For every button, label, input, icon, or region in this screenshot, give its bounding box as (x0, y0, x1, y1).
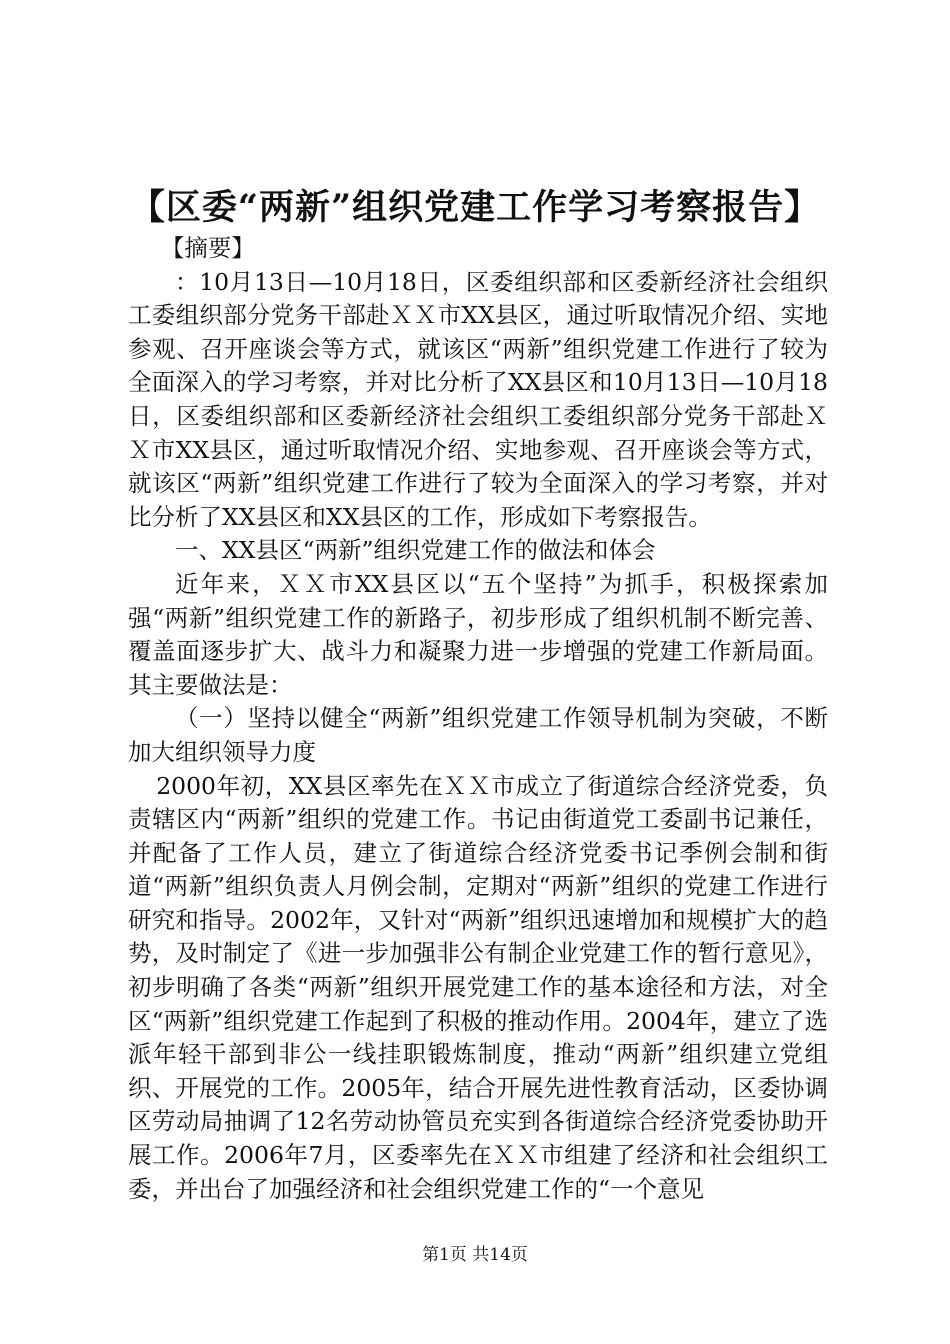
document-title: 【区委“两新”组织党建工作学习考察报告】 (129, 187, 821, 228)
abstract-heading: 【摘要】 (160, 234, 255, 262)
document-body (128, 232, 828, 1206)
section-heading: 一、XX县区“两新”组织党建工作的做法和体会 (175, 536, 656, 565)
subsection-heading: （一）坚持以健全“两新”组织党建工作领导机制为突破，不断加大组织领导力度 (128, 704, 828, 766)
body-paragraph: 近年来，ＸＸ市XX县区以“五个坚持”为抓手，积极探索加强“两新”组织党建工作的新路子，初步形成了组织机制不断完善、覆盖面逐步扩大、战斗力和凝聚力进一步增强的党建工作新局面。其主要做法是： (128, 569, 828, 699)
page-footer: 第1页 共14页 (422, 1245, 528, 1265)
body-paragraph: 2000年初，XX县区率先在ＸＸ市成立了街道综合经济党委，负责辖区内“两新”组织的党建工作。书记由街道党工委副书记兼任，并配备了工作人员，建立了街道综合经济党委书记季例会制和街道“两新”组织负责人月例会制，定期对“两新”组织的党建工作进行研究和指导。2002年，又针对“两新”组织迅速增加和规模扩大的趋势，及时制定了《进一步加强非公有制企业党建工作的暂行意见》，初步明确了各类“两新”组织开展党建工作的基本途径和方法，对全区“两新”组织党建工作起到了积极的推动作用。2004年，建立了选派年轻干部到非公一线挂职锻炼制度，推动“两新”组织建立党组织、开展党的工作。2005年，结合开展先进性教育活动，区委协调区劳动局抽调了12名劳动协管员充实到各街道综合经济党委协助开展工作。2006年7月，区委率先在ＸＸ市组建了经济和社会组织工委，并出台了加强经济和社会组织党建工作的“一个意见 (128, 771, 828, 1203)
abstract-paragraph: ：10月13日—10月18日，区委组织部和区委新经济社会组织工委组织部分党务干部赴ＸＸ市XX县区，通过听取情况介绍、实地参观、召开座谈会等方式，就该区“两新”组织党建工作进行了较为全面深入的学习考察，并对比分析了XX县区和10月13日—10月18日，区委组织部和区委新经济社会组织工委组织部分党务干部赴ＸＸ市XX县区，通过听取情况介绍、实地参观、召开座谈会等方式，就该区“两新”组织党建工作进行了较为全面深入的学习考察，并对比分析了XX县区和XX县区的工作，形成如下考察报告。 (128, 267, 828, 531)
